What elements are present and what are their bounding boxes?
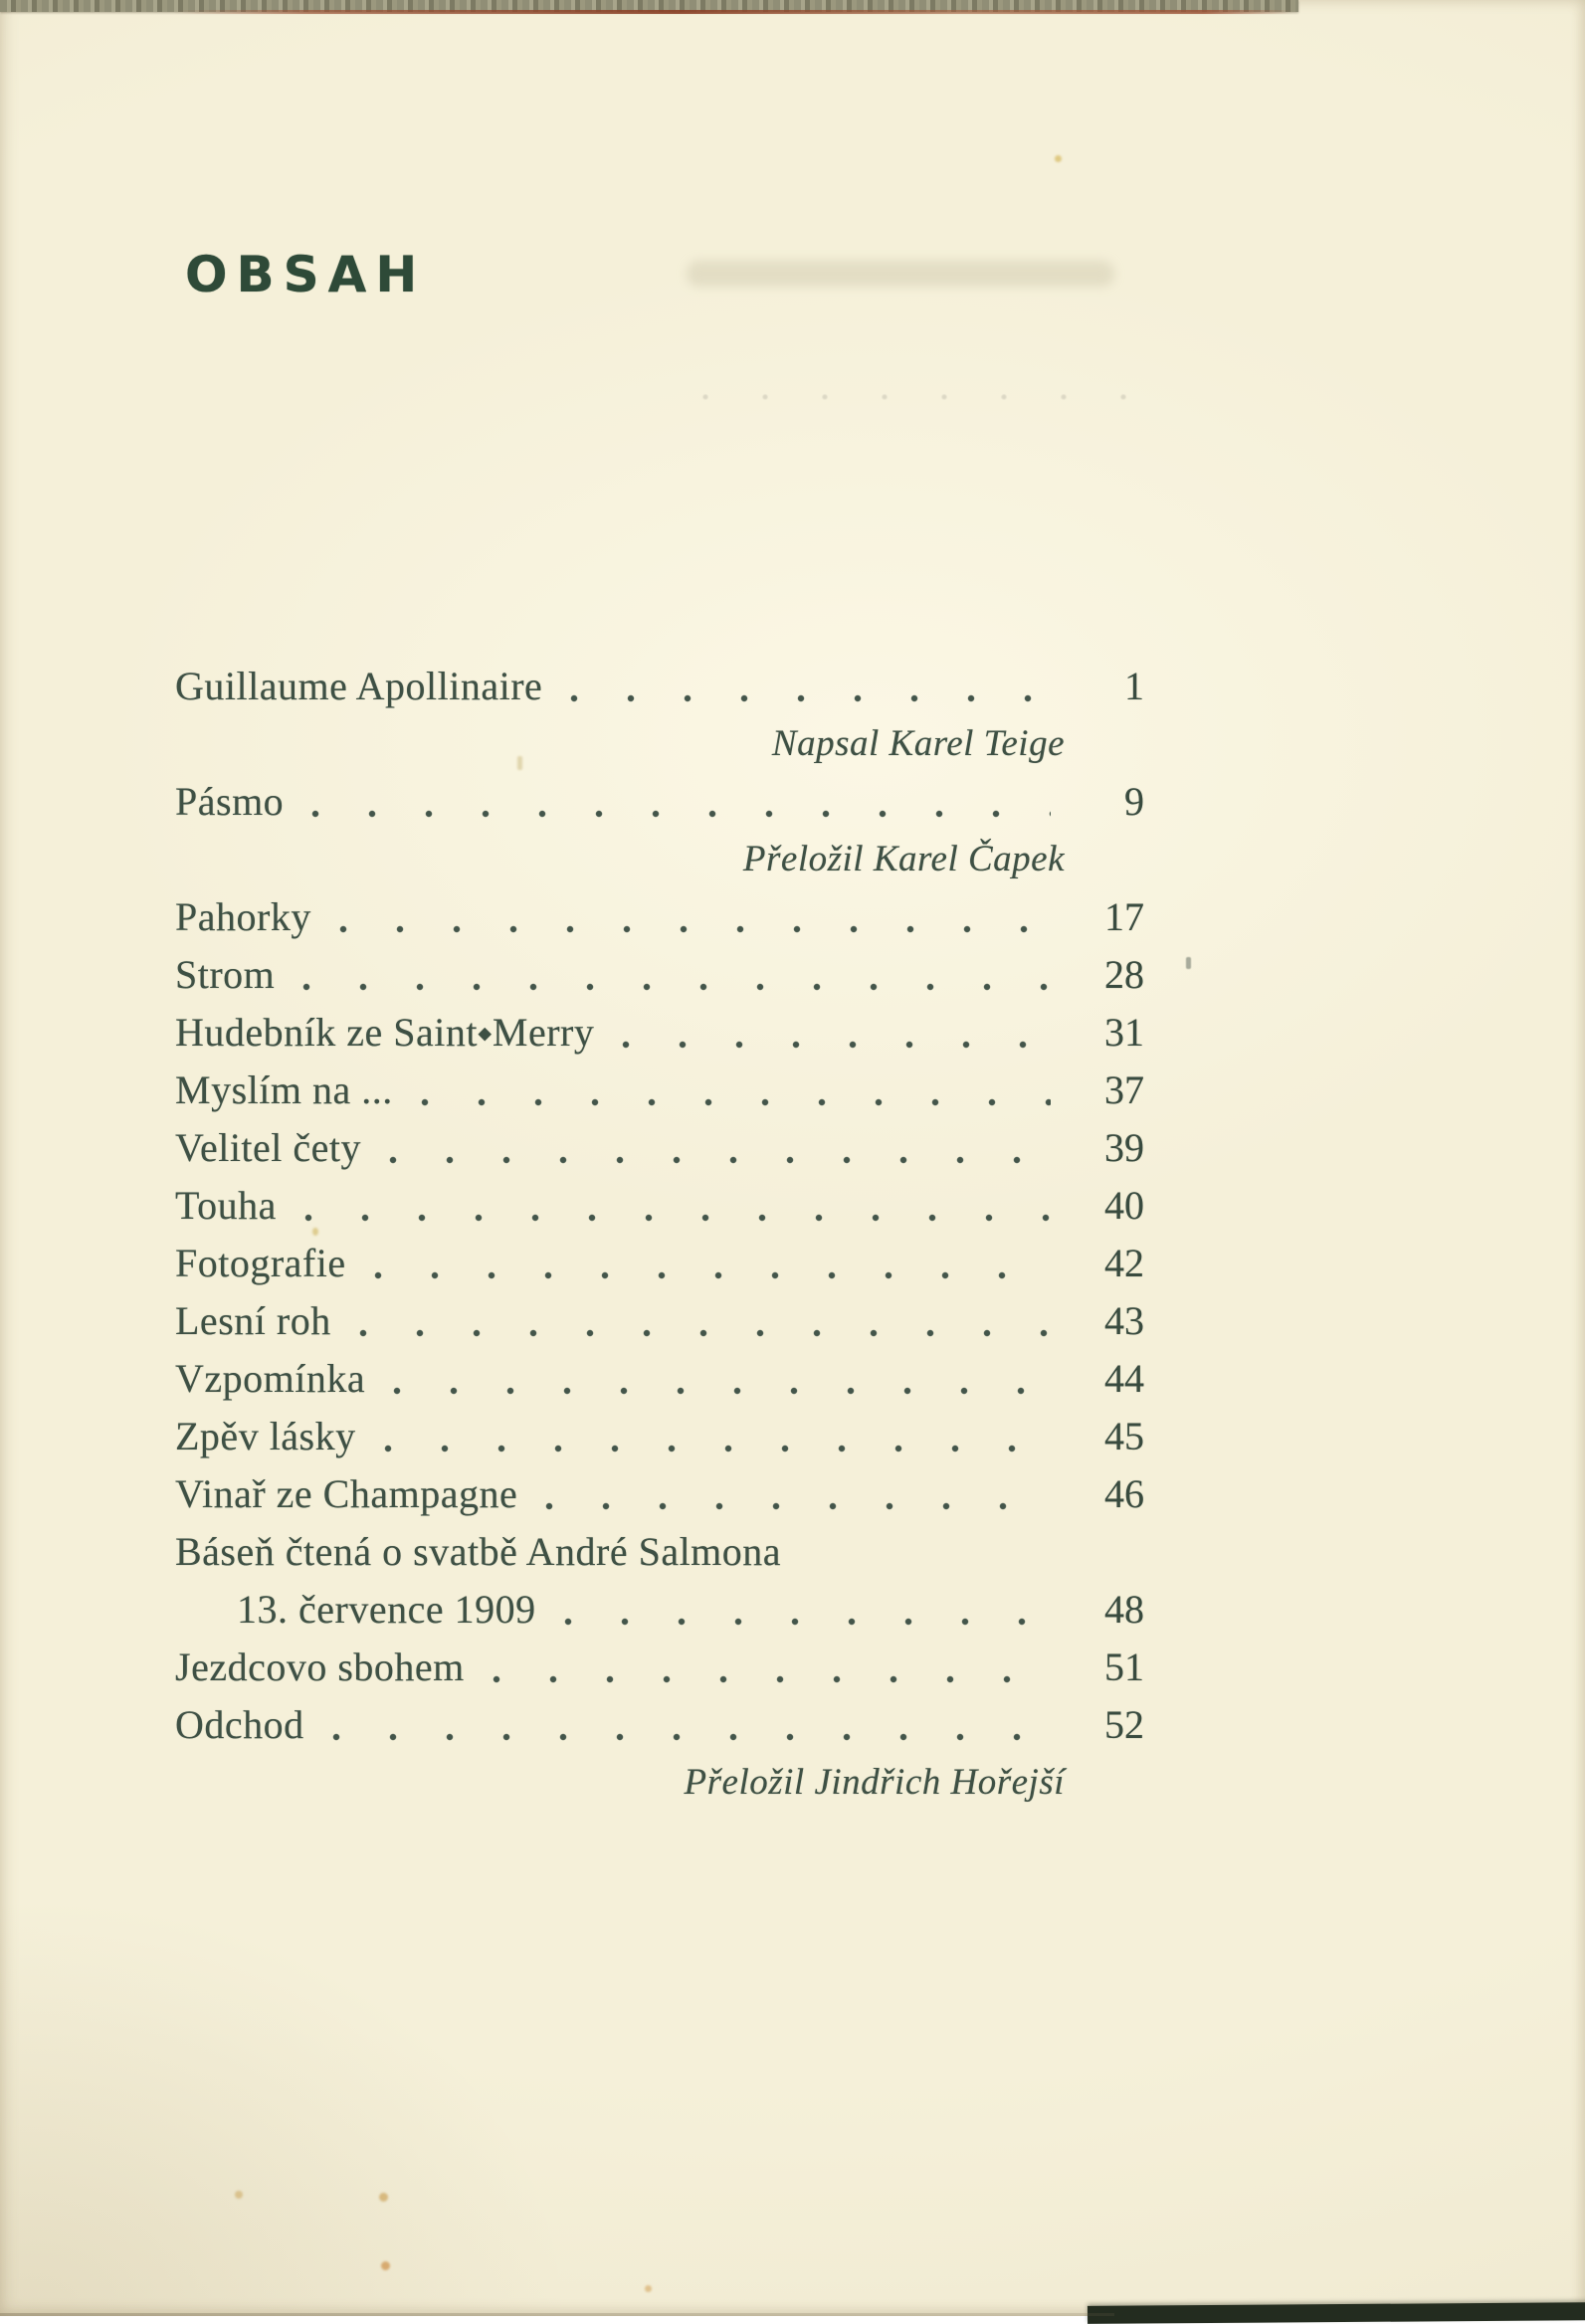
toc-leader-dots	[284, 773, 1051, 831]
toc-attribution: Napsal Karel Teige	[771, 723, 1065, 764]
toc-entry-title: 13. července 1909	[237, 1587, 536, 1632]
toc-leader-dots	[361, 1119, 1051, 1177]
toc-row	[175, 1004, 1144, 1062]
toc-attribution-row	[175, 831, 1144, 888]
toc-row	[175, 1639, 1144, 1696]
ink-smudge	[1186, 957, 1191, 969]
toc-page-number: 17	[1104, 894, 1144, 939]
toc-leader-dots	[542, 658, 1051, 715]
toc-entry-title: Lesní roh	[175, 1298, 331, 1343]
toc-entry-title: Odchod	[175, 1702, 304, 1747]
toc-entry-title: Vinař ze Champagne	[175, 1471, 518, 1516]
toc-attribution-row	[175, 715, 1144, 773]
toc-row	[175, 1292, 1144, 1350]
toc-entry-title: Pásmo	[175, 779, 285, 824]
toc-entry-title: Fotografie	[175, 1241, 346, 1285]
toc-row	[175, 773, 1144, 831]
toc-row	[175, 1696, 1144, 1754]
page-title: OBSAH	[185, 246, 427, 303]
toc-page-number: 31	[1104, 1010, 1144, 1055]
toc-leader-dots	[594, 1004, 1051, 1062]
toc-page-number: 28	[1104, 952, 1144, 997]
toc-row	[175, 1465, 1144, 1523]
toc-entry-title: Zpěv lásky	[175, 1414, 356, 1458]
toc-attribution-row	[175, 1754, 1144, 1812]
toc-row-continuation	[175, 1581, 1144, 1639]
toc-leader-dots	[275, 946, 1051, 1004]
toc-page-number: 43	[1104, 1298, 1144, 1343]
toc-leader-dots	[277, 1177, 1051, 1235]
show-through-dot-leader-ghost	[701, 392, 1149, 402]
toc-row	[175, 658, 1144, 715]
toc-entry-title: Hudebník ze Saint⬩Merry	[175, 1010, 595, 1055]
toc-leader-dots	[356, 1408, 1051, 1465]
foxing-spot	[1055, 155, 1062, 162]
toc-page-number: 1	[1124, 664, 1144, 708]
toc-entry-title: Myslím na ...	[175, 1067, 393, 1112]
toc-leader-dots	[346, 1235, 1051, 1292]
book-cover-bottom-edge	[1088, 2302, 1585, 2324]
toc-row	[175, 1119, 1144, 1177]
toc-entry-title: Touha	[175, 1183, 277, 1228]
toc-page-number: 9	[1124, 779, 1144, 824]
foxing-spot	[645, 2285, 652, 2292]
toc-page-number: 39	[1104, 1125, 1144, 1170]
toc-leader-dots	[304, 1696, 1051, 1754]
toc-leader-dots	[393, 1062, 1051, 1119]
toc-page-number: 52	[1104, 1702, 1144, 1747]
toc-page-number: 42	[1104, 1241, 1144, 1285]
toc-entry-title: Strom	[175, 952, 276, 997]
foxing-spot	[379, 2193, 388, 2202]
toc-page-number: 44	[1104, 1356, 1144, 1401]
page-top-red-edge	[174, 10, 1293, 14]
toc-entry-title: Pahorky	[175, 894, 311, 939]
toc-page-number: 48	[1104, 1587, 1144, 1632]
toc-entry-title: Jezdcovo sbohem	[175, 1645, 465, 1689]
toc-row	[175, 946, 1144, 1004]
toc-attribution: Přeložil Jindřich Hořejší	[684, 1762, 1065, 1803]
toc-leader-dots	[517, 1465, 1051, 1523]
foxing-spot	[235, 2191, 243, 2199]
toc-leader-dots	[465, 1639, 1051, 1696]
toc-row	[175, 1062, 1144, 1119]
toc-row-wrapped-title	[175, 1523, 1144, 1581]
toc-row	[175, 888, 1144, 946]
toc-attribution: Přeložil Karel Čapek	[742, 839, 1065, 879]
toc-list	[175, 658, 1144, 1812]
toc-leader-dots	[365, 1350, 1051, 1408]
toc-page-number: 45	[1104, 1414, 1144, 1458]
toc-row	[175, 1235, 1144, 1292]
toc-entry-title: Vzpomínka	[175, 1356, 366, 1401]
toc-leader-dots	[331, 1292, 1051, 1350]
toc-page-number: 51	[1104, 1645, 1144, 1689]
toc-entry-title: Guillaume Apollinaire	[175, 664, 543, 708]
toc-leader-dots	[311, 888, 1051, 946]
toc-entry-title: Báseň čtená o svatbě André Salmona	[175, 1529, 782, 1574]
toc-row	[175, 1177, 1144, 1235]
show-through-ghost	[687, 261, 1114, 287]
toc-page-number: 37	[1104, 1067, 1144, 1112]
toc-row	[175, 1408, 1144, 1465]
toc-row	[175, 1350, 1144, 1408]
toc-entry-title: Velitel čety	[175, 1125, 362, 1170]
toc-page-number: 40	[1104, 1183, 1144, 1228]
toc-leader-dots	[536, 1581, 1051, 1639]
toc-page-number: 46	[1104, 1471, 1144, 1516]
foxing-spot	[381, 2261, 390, 2270]
